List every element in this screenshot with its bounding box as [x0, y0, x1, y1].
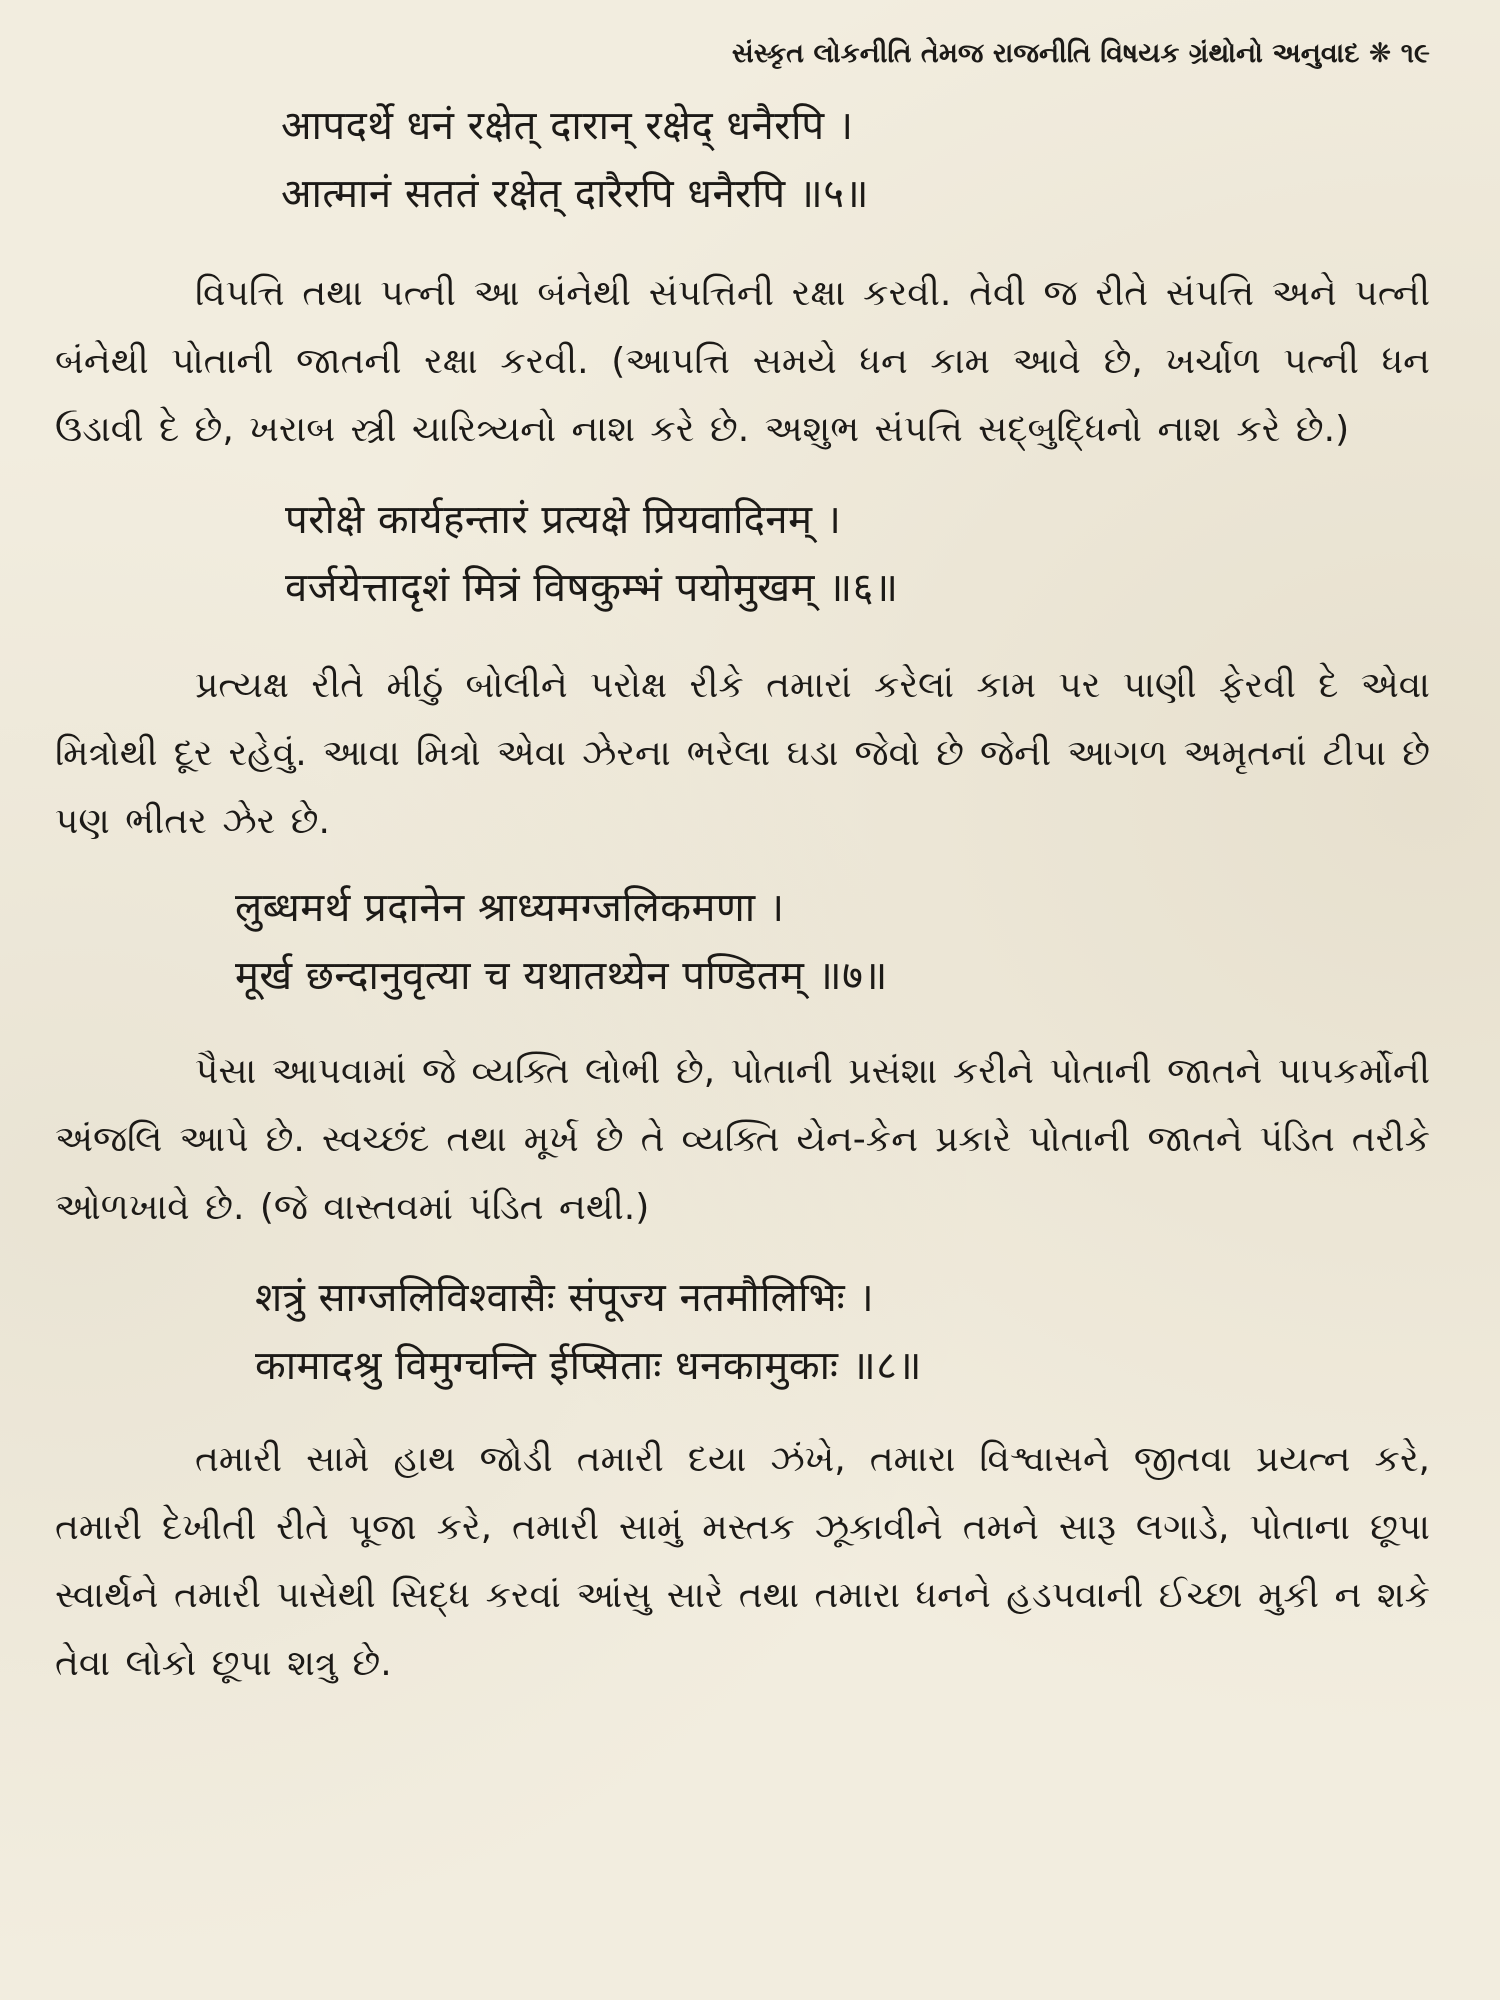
verse-line: शत्रुं साग्जलिविश्वासैः संपूज्य नतमौलिभिः । [255, 1275, 875, 1321]
verse-line: मूर्ख छन्दानुवृत्या च यथातथ्येन पण्डितम् ॥७॥ [235, 953, 888, 999]
gujarati-translation-7: પૈસા આપવામાં જે વ્યક્તિ લોભી છે, પોતાની પ્રસંશા કરીને પોતાની જાતને પાપકર્મોની અંજલિ આપે છે. સ્વચ્છંદ તથા મૂર્ખ છે તે વ્યક્તિ યેન-કેન પ્રકારે પોતાની જાતને પંડિત તરીકે ઓળખાવે છે. (જે વાસ્તવમાં પંડિત નથી.) [55, 1051, 1430, 1228]
gujarati-translation-5: વિપત્તિ તથા પત્ની આ બંનેથી સંપત્તિની રક્ષા કરવી. તેવી જ રીતે સંપત્તિ અને પત્ની બંનેથી પોતાની જાતની રક્ષા કરવી. (આપત્તિ સમયે ધન કામ આવે છે, ખર્ચાળ પત્ની ધન ઉડાવી દે છે, ખરાબ સ્ત્રી ચારિત્ર્યનો નાશ કરે છે. અશુભ સંપત્તિ સદ્બુદ્ધિનો નાશ કરે છે.) [55, 273, 1430, 450]
verse-line: आत्मानं सततं रक्षेत् दारैरपि धनैरपि ॥५॥ [281, 171, 870, 217]
running-header: સંસ્કૃત લોકનીતિ તેમજ રાજનીતિ વિષયક ગ્રંથોનો અનુવાદ ❋ ૧૯ [731, 38, 1430, 69]
sanskrit-verse-5 [281, 92, 1430, 228]
sanskrit-verse-6 [285, 486, 1430, 622]
gujarati-translation-8: તમારી સામે હાથ જોડી તમારી દયા ઝંખે, તમારા વિશ્વાસને જીતવા પ્રયત્ન કરે, તમારી દેખીતી રીતે પૂજા કરે, તમારી સામું મસ્તક ઝૂકાવીને તમને સારૂ લગાડે, પોતાના છૂપા સ્વાર્થને તમારી પાસેથી સિદ્ધ કરવાં આંસુ સારે તથા તમારા ધનને હડપવાની ઈચ્છા મુકી ન શકે તેવા લોકો છૂપા શત્રુ છે. [55, 1439, 1430, 1684]
sanskrit-verse-8 [255, 1264, 1430, 1400]
sanskrit-verse-7 [235, 874, 1430, 1010]
verse-line: परोक्षे कार्यहन्तारं प्रत्यक्षे प्रियवादिनम् । [285, 497, 842, 543]
verse-line: लुब्धमर्थ प्रदानेन श्राध्यमग्जलिकमणा । [235, 885, 785, 931]
verse-line: कामादश्रु विमुग्चन्ति ईप्सिताः धनकामुकाः ॥८॥ [255, 1343, 922, 1389]
verse-line: आपदर्थे धनं रक्षेत् दारान् रक्षेद् धनैरपि । [281, 103, 854, 149]
gujarati-translation-6: પ્રત્યક્ષ રીતે મીઠું બોલીને પરોક્ષ રીકે તમારાં કરેલાં કામ પર પાણી ફેરવી દે એવા મિત્રોથી દૂર રહેવું. આવા મિત્રો એવા ઝેરના ભરેલા ઘડા જેવો છે જેની આગળ અમૃતનાં ટીપા છે પણ ભીતર ઝેર છે. [55, 665, 1430, 842]
verse-line: वर्जयेत्तादृशं मित्रं विषकुम्भं पयोमुखम् ॥६॥ [285, 565, 899, 611]
